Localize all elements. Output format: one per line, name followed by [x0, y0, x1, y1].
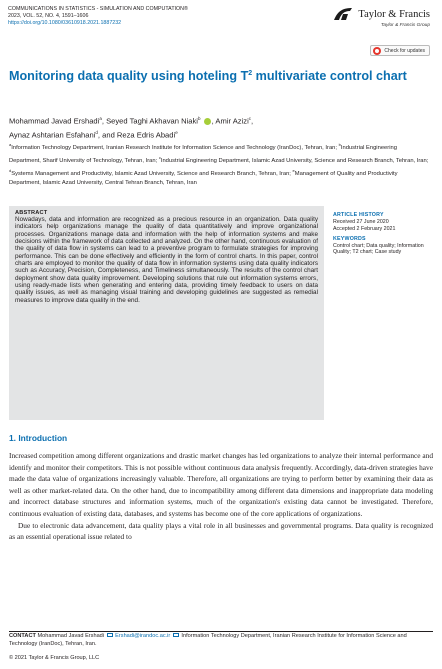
- intro-paragraph: Due to electronic data advancement, data quality plays a vital role in all businesses and governmental programs. Data quality is recognized as an essential operational issue related to: [9, 520, 433, 542]
- author-separator: ,: [101, 116, 107, 126]
- title-superscript: 2: [248, 70, 253, 77]
- contact-name: Mohammad Javad Ershadi: [37, 633, 105, 639]
- abstract-text: Nowadays, data and information are recognized as a precious resource in an organization. Data quality indicators help organizations manage the quality of data quantitatively and improve organizational processes. Organizations manage data and information with the help of information systems and make decisions within the framework of data collected and analyzed. On the other hand, continuous evaluation of the quality of data flow in systems can lead to a preventive program to formulate strategies for improving performance. This can be done effectively and efficiently in the form of control charts. In this paper, control charts are employed to monitor the quality of data flow in information systems using data quality indicators such as Accuracy, Precision, Completeness, and Timeliness simultaneously. The results of the control chart deployment show data quality improvement. Developing solutions that rule out information systems errors, using ready-made lists when generating and entering data, providing timely feedback to users on data quality issues, as well as managing visual training and developing guidelines are suggested as remedial measures to improve data quality in the end.: [15, 216, 318, 304]
- check-updates-label: Check for updates: [384, 47, 425, 54]
- check-for-updates-button[interactable]: [370, 45, 430, 56]
- affiliation-text: Management of Quality and Productivity Department, Islamic Azad University, Central Tehran Branch, Tehran, Iran: [9, 170, 398, 186]
- affiliation-text: Information Technology Department, Iranian Research Institute for Information Science and Technology (IranDoc), Tehran, Iran;: [11, 144, 339, 151]
- keywords-heading: KEYWORDS: [333, 236, 366, 242]
- affiliation-mark: b: [338, 142, 341, 147]
- email-icon: [107, 633, 113, 637]
- introduction-body: [9, 450, 433, 543]
- title-main: Monitoring data quality using hoteling T: [9, 69, 249, 84]
- author-name[interactable]: Reza Edris Abadi: [116, 130, 176, 140]
- author-name[interactable]: Aynaz Ashtarian Esfahani: [9, 130, 96, 140]
- title-rest: multivariate control chart: [252, 69, 407, 84]
- orcid-icon[interactable]: [204, 118, 211, 125]
- affiliation-mark: e: [292, 167, 295, 173]
- author-name[interactable]: Mohammad Javad Ershadi: [9, 116, 100, 126]
- affiliation-mark: a: [9, 142, 12, 147]
- journal-name: COMMUNICATIONS IN STATISTICS - SIMULATION AND COMPUTATION®: [8, 6, 188, 12]
- affiliation-text: Systems Management and Productivity, Islamic Azad University, Science and Research Branch, Tehran, Iran;: [11, 170, 293, 177]
- author-affiliation-mark: d: [95, 129, 98, 135]
- journal-volume: 2023, VOL. 52, NO. 4, 1591–1606: [8, 13, 89, 19]
- intro-paragraph: Increased competition among different organizations and drastic market changes has led organizations to analyze their internal performance and identify and monitor their competitors. This is not possible without continuous data analysis frequently. Accordingly, data-driven strategies have made the data value of organizations increasingly valuable. Therefore, all organizations are trying to perform better by examining their data as well as other market-related data. On the other hand, due to incompatibility among different data dimensions and inappropriate data modeling and incorrect database structures and information systems, much of the organization's existing data cannot be investigated. Therefore, continuous evaluation of existing data, databases, and systems has become one of the core applications of organizations.: [9, 451, 433, 518]
- section-number: 1.: [9, 433, 16, 443]
- section-title: Introduction: [18, 433, 68, 443]
- author-affiliation-mark: c: [248, 116, 252, 121]
- author-separator: ,: [251, 116, 254, 126]
- publisher-logo: [310, 6, 430, 36]
- keywords-text: Control chart; Data quality; Information Quality; T2 chart; Case study: [333, 242, 424, 256]
- received-date: Received 27 June 2020: [333, 219, 389, 225]
- abstract-heading: ABSTRACT: [15, 210, 48, 216]
- affiliation-text: Industrial Engineering Department, Islamic Azad University, Science and Research Branch, Tehran, Iran;: [160, 157, 429, 164]
- affiliations: [9, 140, 429, 188]
- section-heading: [9, 433, 67, 443]
- contact-footnote: [9, 633, 433, 648]
- contact-email-link[interactable]: Ershadi@irandoc.ac.ir: [115, 633, 171, 639]
- address-icon: [173, 633, 179, 637]
- author-affiliation-mark: e: [175, 129, 178, 135]
- author-separator: ,: [211, 116, 216, 126]
- copyright: © 2021 Taylor & Francis Group, LLC: [9, 655, 100, 661]
- author-affiliation-mark: b: [197, 116, 201, 121]
- affiliation-text: Industrial Engineering Department, Sharif University of Technology, Tehran, Iran;: [9, 144, 397, 164]
- accepted-date: Accepted 2 February 2021: [333, 226, 396, 232]
- article-history-heading: ARTICLE HISTORY: [333, 212, 384, 218]
- publisher-group: Taylor & Francis Group: [380, 23, 430, 28]
- abstract-box: [9, 206, 324, 420]
- author-affiliation-mark: a: [99, 116, 102, 121]
- publisher-name: Taylor & Francis: [358, 8, 430, 20]
- contact-address: Information Technology Department, Iranian Research Institute for Information Science and Technology (IranDoc), Tehran, Iran.: [9, 633, 407, 647]
- author-separator: , and: [97, 130, 117, 140]
- footer-divider: [9, 631, 433, 632]
- contact-label: CONTACT: [9, 633, 36, 639]
- check-updates-icon: [373, 47, 381, 55]
- article-history: [333, 212, 433, 233]
- doi-link[interactable]: https://doi.org/10.1080/03610918.2021.1887232: [8, 20, 122, 26]
- journal-header: [8, 6, 268, 27]
- author-name[interactable]: Seyed Taghi Akhavan Niaki: [106, 116, 198, 126]
- publisher-logo-icon: [332, 6, 354, 22]
- affiliation-mark: c: [158, 154, 161, 160]
- keywords: [333, 236, 433, 256]
- article-title: [9, 66, 409, 84]
- affiliation-mark: d: [9, 167, 12, 173]
- author-list: [9, 113, 429, 140]
- author-name[interactable]: Amir Azizi: [215, 116, 249, 126]
